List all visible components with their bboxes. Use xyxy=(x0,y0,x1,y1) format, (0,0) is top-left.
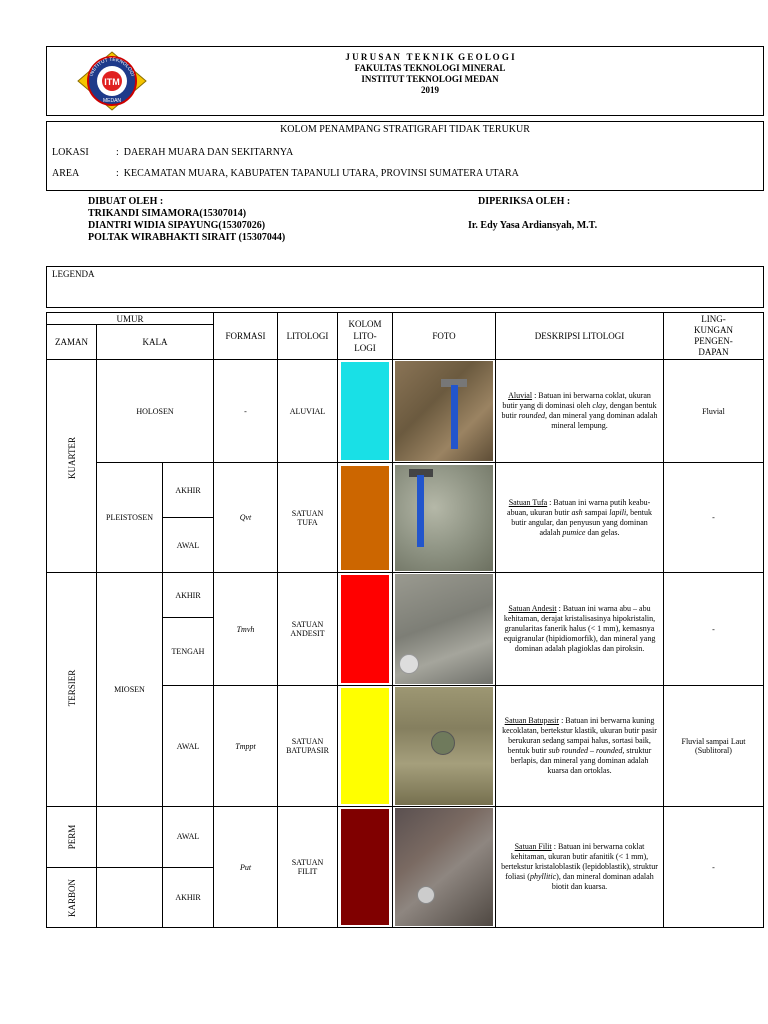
foto-tufa xyxy=(393,463,496,573)
color-filit xyxy=(341,809,389,925)
authors-block xyxy=(88,196,285,244)
made-by-label: DIBUAT OLEH : xyxy=(88,196,164,207)
header-title xyxy=(250,52,610,96)
litologi-tufa: SATUAN TUFA xyxy=(278,463,338,573)
desc-andesit: Satuan Andesit : Batuan ini warna abu – abu kehitaman, derajat kristalisasinya hipokristalin, granularitas fanerik halus (< 1 mm), kemasnya equigranular (hipidiomorfik), dan mineral yang dominan adalah plagioklas dan piroksin. xyxy=(496,573,664,686)
desc-aluvial: Aluvial : Batuan ini berwarna coklat, ukuran butir yang di dominasi oleh clay, dengan bentuk butir rounded, dan mineral yang dominan adalah mineral lempung. xyxy=(496,360,664,463)
area-value: : KECAMATAN MUARA, KABUPATEN TAPANULI UTARA, PROVINSI SUMATERA UTARA xyxy=(116,168,519,179)
header-litologi: LITOLOGI xyxy=(278,313,338,360)
lingkungan-filit: - xyxy=(664,807,764,928)
lokasi-label: LOKASI xyxy=(52,147,89,158)
header-line-3: INSTITUT TEKNOLOGI MEDAN xyxy=(361,74,499,84)
lokasi-value: : DAERAH MUARA DAN SEKITARNYA xyxy=(116,147,294,158)
kala-pleistosen: PLEISTOSEN xyxy=(97,463,163,573)
info-title: KOLOM PENAMPANG STRATIGRAFI TIDAK TERUKUR xyxy=(280,124,530,135)
header-line-2: FAKULTAS TEKNOLOGI MINERAL xyxy=(354,63,506,73)
desc-filit: Satuan Filit : Batuan ini berwarna coklat kehitaman, ukuran butir afanitik (< 1 mm), bertekstur kristaloblastik (lepidoblastik), struktur foliasi (phyllitic), dan mineral dominan adalah biotit dan kuarsa. xyxy=(496,807,664,928)
photo-andesit xyxy=(395,574,493,684)
photo-batupasir xyxy=(395,687,493,805)
litologi-andesit: SATUAN ANDESIT xyxy=(278,573,338,686)
foto-batupasir xyxy=(393,686,496,807)
litologi-filit: SATUAN FILIT xyxy=(278,807,338,928)
header-formasi: FORMASI xyxy=(214,313,278,360)
desc-tufa: Satuan Tufa : Batuan ini warna putih keabu-abuan, ukuran butir ash sampai lapili, bentuk butir angular, dan penyusun yang dominan adalah pumice dan gelas. xyxy=(496,463,664,573)
formasi-andesit: Tmvh xyxy=(214,573,278,686)
lingkungan-batupasir: Fluvial sampai Laut (Sublitoral) xyxy=(664,686,764,807)
header-line-1: J U R U S A N T E K N I K G E O L O G I xyxy=(345,52,515,62)
kolom-filit xyxy=(338,807,393,928)
header-foto: FOTO xyxy=(393,313,496,360)
author-3: POLTAK WIRABHAKTI SIRAIT (15307044) xyxy=(88,232,286,243)
header-zaman: ZAMAN xyxy=(47,325,97,360)
header-umur: UMUR xyxy=(47,313,214,325)
foto-andesit xyxy=(393,573,496,686)
litologi-batupasir: SATUAN BATUPASIR xyxy=(278,686,338,807)
zaman-tersier: TERSIER xyxy=(47,573,97,807)
header-deskripsi: DESKRIPSI LITOLOGI xyxy=(496,313,664,360)
legend-label: LEGENDA xyxy=(52,269,95,279)
sub-awal-1: AWAL xyxy=(163,518,214,573)
stratigraphic-table xyxy=(46,312,764,928)
author-1: TRIKANDI SIMAMORA(15307014) xyxy=(88,208,247,219)
kala-miosen: MIOSEN xyxy=(97,573,163,807)
kolom-tufa xyxy=(338,463,393,573)
lingkungan-tufa: - xyxy=(664,463,764,573)
sub-akhir-1: AKHIR xyxy=(163,463,214,518)
formasi-batupasir: Tmppt xyxy=(214,686,278,807)
photo-filit xyxy=(395,808,493,926)
photo-aluvial xyxy=(395,361,493,461)
sub-tengah: TENGAH xyxy=(163,618,214,686)
foto-filit xyxy=(393,807,496,928)
foto-aluvial xyxy=(393,360,496,463)
desc-batupasir: Satuan Batupasir : Batuan ini berwarna kuning kecoklatan, bertekstur klastik, ukuran butir pasir berukuran sedang sampai halus, sortasi baik, bentuk butir sub rounded – rounded, struktur berlapis, dan mineral yang dominan adalah kuarsa dan ortoklas. xyxy=(496,686,664,807)
zaman-kuarter: KUARTER xyxy=(47,360,97,573)
kolom-andesit xyxy=(338,573,393,686)
kala-karbon-empty xyxy=(97,867,163,928)
lingkungan-aluvial: Fluvial xyxy=(664,360,764,463)
checker-name: Ir. Edy Yasa Ardiansyah, M.T. xyxy=(468,220,598,231)
color-tufa xyxy=(341,466,389,570)
litologi-aluvial: ALUVIAL xyxy=(278,360,338,463)
header-line-4: 2019 xyxy=(421,85,439,95)
color-andesit xyxy=(341,575,389,683)
area-label: AREA xyxy=(52,168,80,179)
zaman-karbon: KARBON xyxy=(47,867,97,928)
sub-awal-2: AWAL xyxy=(163,686,214,807)
sub-akhir-3: AKHIR xyxy=(163,867,214,928)
zaman-perm: PERM xyxy=(47,807,97,868)
formasi-tufa: Qvt xyxy=(214,463,278,573)
lingkungan-andesit: - xyxy=(664,573,764,686)
header-kala: KALA xyxy=(97,325,214,360)
color-aluvial xyxy=(341,362,389,460)
photo-tufa xyxy=(395,465,493,571)
author-2: DIANTRI WIDIA SIPAYUNG(15307026) xyxy=(88,220,266,231)
header-kolom: KOLOM LITO-LOGI xyxy=(338,313,393,360)
institution-logo xyxy=(74,50,150,112)
formasi-aluvial: - xyxy=(214,360,278,463)
logo-letters: ITM xyxy=(104,77,120,87)
sub-akhir-2: AKHIR xyxy=(163,573,214,618)
logo-text-bottom: MEDAN xyxy=(102,98,122,104)
header-lingkungan: LING-KUNGAN PENGEN-DAPAN xyxy=(664,313,764,360)
sub-awal-3: AWAL xyxy=(163,807,214,868)
kolom-aluvial xyxy=(338,360,393,463)
color-batupasir xyxy=(341,688,389,804)
logo-text-top: INSTITUT TEKNOLOGI xyxy=(88,56,136,77)
kolom-batupasir xyxy=(338,686,393,807)
kala-holosen: HOLOSEN xyxy=(97,360,214,463)
legend-box xyxy=(46,266,764,308)
kala-perm-empty xyxy=(97,807,163,868)
formasi-filit: Put xyxy=(214,807,278,928)
checked-by-label: DIPERIKSA OLEH : xyxy=(478,196,571,207)
